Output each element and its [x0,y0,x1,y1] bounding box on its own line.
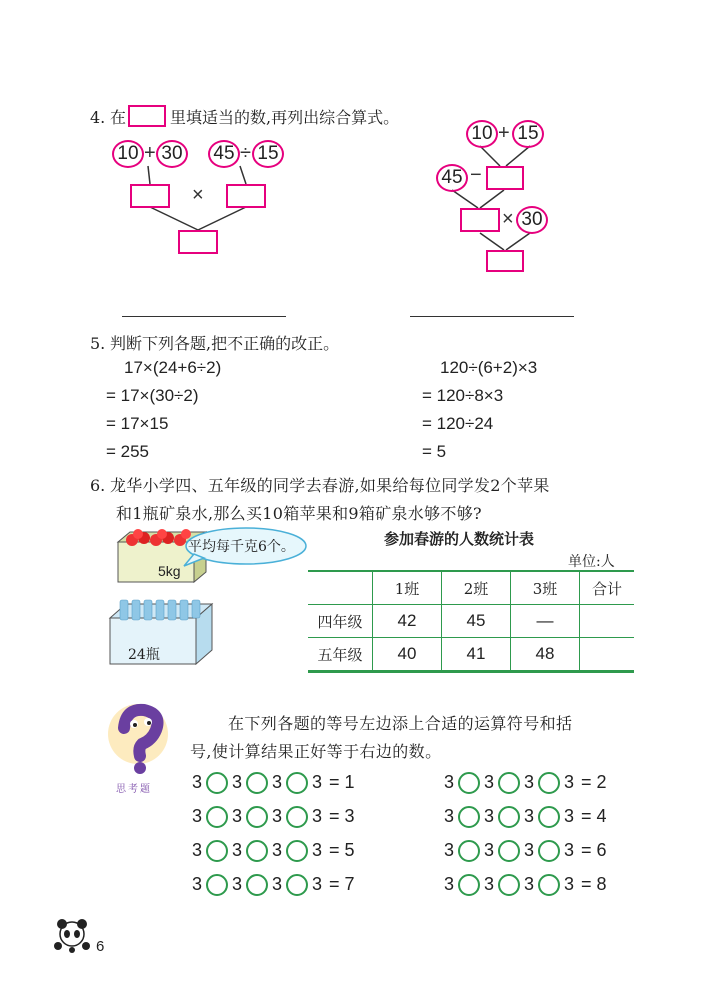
q4-left-box-result[interactable] [178,230,218,254]
operator-slot[interactable] [498,874,520,896]
q4-number: 4. [90,108,106,127]
operator-slot[interactable] [458,806,480,828]
puzzle-row-right-4 [442,874,607,896]
cell-grade5-class3: 48 [511,638,580,672]
think-line-1: 在下列各题的等号左边添上合适的运算符号和括 [228,714,573,733]
q5-number: 5. [90,334,106,353]
q4-right-op2: − [470,164,482,186]
digit: 3 [483,806,494,826]
digit: 3 [523,840,534,860]
puzzle-row-left-4 [190,874,355,896]
digit: 3 [271,806,282,826]
puzzle-row-left-3 [190,840,355,862]
operator-slot[interactable] [246,840,268,862]
operator-slot[interactable] [286,772,308,794]
operator-slot[interactable] [246,806,268,828]
q6-number: 6. [90,476,106,495]
operator-slot[interactable] [498,840,520,862]
digit: 3 [483,772,494,792]
digit: 3 [231,840,242,860]
result: = 1 [329,772,355,792]
think-label: 思考题 [116,784,152,795]
digit: 3 [523,806,534,826]
operator-slot[interactable] [538,874,560,896]
result: = 7 [329,874,355,894]
cell-grade4-class1: 42 [373,605,442,638]
cell-grade5-class2: 41 [442,638,511,672]
q5-left-line-3: = 17×15 [106,414,169,433]
q4-text-before: 在 [110,108,127,127]
row-label-grade4: 四年级 [308,605,373,638]
operator-slot[interactable] [206,840,228,862]
puzzle-row-right-1 [442,772,607,794]
operator-slot[interactable] [246,874,268,896]
cell-grade4-total[interactable] [580,605,635,638]
q4-right-op1: + [498,122,510,144]
operator-slot[interactable] [538,840,560,862]
question-mark-mascot-icon [104,698,174,784]
q4-right-circle-c: 45 [436,164,468,192]
digit: 3 [271,772,282,792]
header-cell-corner [308,571,373,605]
cell-grade4-class3: — [511,605,580,638]
q5-left-line-2: = 17×(30÷2) [106,386,199,405]
digit: 3 [563,806,574,826]
operator-slot[interactable] [206,772,228,794]
digit: 3 [563,874,574,894]
q4-left-tree-lines [0,0,722,300]
table-title: 参加春游的人数统计表 [384,530,535,548]
q4-left-circle-d: 15 [252,140,284,168]
operator-slot[interactable] [458,874,480,896]
q4-right-box-2[interactable] [460,208,500,232]
digit: 3 [311,772,322,792]
operator-slot[interactable] [538,772,560,794]
header-cell-class1: 1班 [373,571,442,605]
table-row [308,605,634,638]
digit: 3 [231,806,242,826]
operator-slot[interactable] [286,806,308,828]
q4-left-op2: ÷ [240,142,251,164]
result: = 8 [581,874,607,894]
digit: 3 [563,772,574,792]
digit: 3 [191,772,202,792]
cell-grade5-total[interactable] [580,638,635,672]
row-label-grade5: 五年级 [308,638,373,672]
q5-prompt: 判断下列各题,把不正确的改正。 [110,334,340,353]
digit: 3 [443,874,454,894]
cell-grade5-class1: 40 [373,638,442,672]
result: = 2 [581,772,607,792]
q4-left-op3: × [192,184,204,206]
digit: 3 [231,874,242,894]
header-cell-class3: 3班 [511,571,580,605]
digit: 3 [563,840,574,860]
table-header-row [308,571,634,605]
q4-left-circle-a: 10 [112,140,144,168]
apple-box-label: 5kg [158,563,181,579]
digit: 3 [523,874,534,894]
digit: 3 [311,874,322,894]
panda-icon [52,914,96,954]
header-cell-class2: 2班 [442,571,511,605]
water-box-label: 24瓶 [128,647,160,663]
operator-slot[interactable] [498,772,520,794]
operator-slot[interactable] [246,772,268,794]
digit: 3 [271,840,282,860]
q5-left-line-1: 17×(24+6÷2) [124,358,222,377]
q4-right-box-result[interactable] [486,250,524,272]
page-number: 6 [96,938,105,955]
operator-slot[interactable] [206,806,228,828]
q4-right-op3: × [502,208,514,230]
q5-right-line-1: 120÷(6+2)×3 [440,358,538,377]
result: = 4 [581,806,607,826]
result: = 3 [329,806,355,826]
result: = 5 [329,840,355,860]
digit: 3 [231,772,242,792]
q4-left-answer-line[interactable] [122,316,286,317]
q5-right-line-3: = 120÷24 [422,414,494,433]
operator-slot[interactable] [538,806,560,828]
puzzle-row-left-2 [190,806,355,828]
digit: 3 [443,772,454,792]
digit: 3 [271,874,282,894]
digit: 3 [443,806,454,826]
q4-left-circle-b: 30 [156,140,188,168]
q4-right-circle-b: 15 [512,120,544,148]
think-line-2: 号,使计算结果正好等于右边的数。 [190,742,442,761]
operator-slot[interactable] [458,840,480,862]
q5-right-line-2: = 120÷8×3 [422,386,504,405]
puzzle-row-right-2 [442,806,607,828]
table-unit: 单位:人 [568,554,615,570]
digit: 3 [191,840,202,860]
operator-slot[interactable] [458,772,480,794]
operator-slot[interactable] [206,874,228,896]
digit: 3 [311,806,322,826]
digit: 3 [483,874,494,894]
operator-slot[interactable] [286,840,308,862]
digit: 3 [483,840,494,860]
q6-line-1: 龙华小学四、五年级的同学去春游,如果给每位同学发2个苹果 [110,476,550,495]
q4-right-circle-a: 10 [466,120,498,148]
cell-grade4-class2: 45 [442,605,511,638]
q4-left-box-2[interactable] [226,184,266,208]
digit: 3 [191,874,202,894]
q5-left-line-4: = 255 [106,442,150,461]
operator-slot[interactable] [286,874,308,896]
q5-right-line-4: = 5 [422,442,447,461]
q4-right-circle-d: 30 [516,206,548,234]
q4-left-op1: + [144,142,156,164]
q4-right-answer-line[interactable] [410,316,574,317]
header-cell-total: 合计 [580,571,635,605]
q4-left-circle-c: 45 [208,140,240,168]
stats-table [308,570,634,673]
q4-text-after: 里填适当的数,再列出综合算式。 [170,108,400,127]
q6-line-2: 和1瓶矿泉水,那么买10箱苹果和9箱矿泉水够不够? [116,504,482,523]
puzzle-row-right-3 [442,840,607,862]
water-box-illustration [106,596,218,668]
digit: 3 [443,840,454,860]
operator-slot[interactable] [498,806,520,828]
digit: 3 [311,840,322,860]
digit: 3 [523,772,534,792]
digit: 3 [191,806,202,826]
table-row [308,638,634,672]
q4-right-box-1[interactable] [486,166,524,190]
speech-bubble-text: 平均每千克6个。 [188,539,295,555]
q4-left-box-1[interactable] [130,184,170,208]
result: = 6 [581,840,607,860]
puzzle-row-left-1 [190,772,355,794]
